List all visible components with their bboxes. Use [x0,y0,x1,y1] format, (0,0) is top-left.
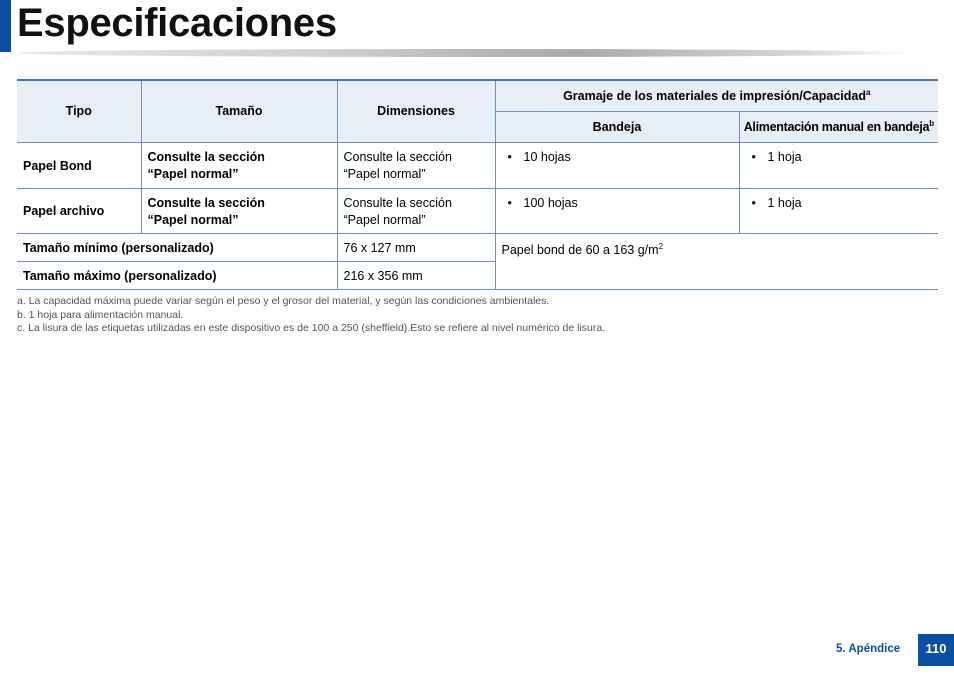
footnote-ref-a: a [865,87,871,97]
header-alimentacion-text: Alimentación manual en bandeja [743,119,930,134]
cell-tamano [141,188,337,233]
bullet-item: • 10 hojas [502,149,733,166]
cell-dimensiones [337,188,495,233]
cell-tamano [141,142,337,188]
footer-section-label: 5. Apéndice [836,643,901,655]
header-tamano: Tamaño [141,80,337,142]
cell-tamano-line2: “Papel normal” [147,166,239,181]
title-divider [17,49,917,57]
footnote-a: a. La capacidad máxima puede variar según el peso y el grosor del material, y según las condiciones ambientales. [17,295,550,307]
footnote-b: b. 1 hoja para alimentación manual. [17,308,184,321]
table-row [17,142,938,188]
header-dimensiones: Dimensiones [337,80,495,142]
footnote-c: c. La lisura de las etiquetas utilizadas en este dispositivo es de 100 a 250 (sheffield).Esto se refiere al nivel numérico de lisura. [17,322,606,334]
cell-bandeja [495,188,739,233]
cell-manual [739,142,938,188]
header-bandeja: Bandeja [495,111,739,142]
table-row [17,188,938,233]
footnotes [17,295,605,336]
accent-bar [0,0,11,52]
header-gramaje-text: Gramaje de los materiales de impresión/Capacidad [563,88,866,103]
cell-tamano-line1: Consulte la sección [147,149,265,164]
weight-cell [495,233,938,289]
header-alimentacion [739,111,938,142]
footnote-ref-b: b [929,118,934,128]
spec-table [17,79,938,290]
header-tipo: Tipo [17,80,141,142]
cell-dimensiones [337,142,495,188]
cell-tamano-line1: Consulte la sección [147,195,265,210]
page-title: Especificaciones [17,1,337,45]
min-size-value: 76 x 127 mm [337,233,495,261]
min-size-label: Tamaño mínimo (personalizado) [17,233,337,261]
cell-dim-line2: “Papel normal” [343,212,426,227]
cell-tipo: Papel archivo [17,188,141,233]
cell-manual [739,188,938,233]
cell-dim-line1: Consulte la sección [343,195,452,210]
weight-unit-sup: 2 [658,241,664,251]
bullet-item: • 1 hoja [746,149,933,166]
cell-tipo: Papel Bond [17,142,141,188]
max-size-label: Tamaño máximo (personalizado) [17,261,337,289]
bullet-item: • 1 hoja [746,195,933,212]
page-number: 110 [918,634,954,666]
table-row [17,233,938,261]
cell-dim-line1: Consulte la sección [343,149,452,164]
weight-text: Papel bond de 60 a 163 g/m [501,242,659,257]
max-size-value: 216 x 356 mm [337,261,495,289]
bullet-item: • 100 hojas [502,195,733,212]
cell-tamano-line2: “Papel normal” [147,212,239,227]
cell-bandeja [495,142,739,188]
header-gramaje [495,80,938,111]
cell-dim-line2: “Papel normal” [343,166,426,181]
